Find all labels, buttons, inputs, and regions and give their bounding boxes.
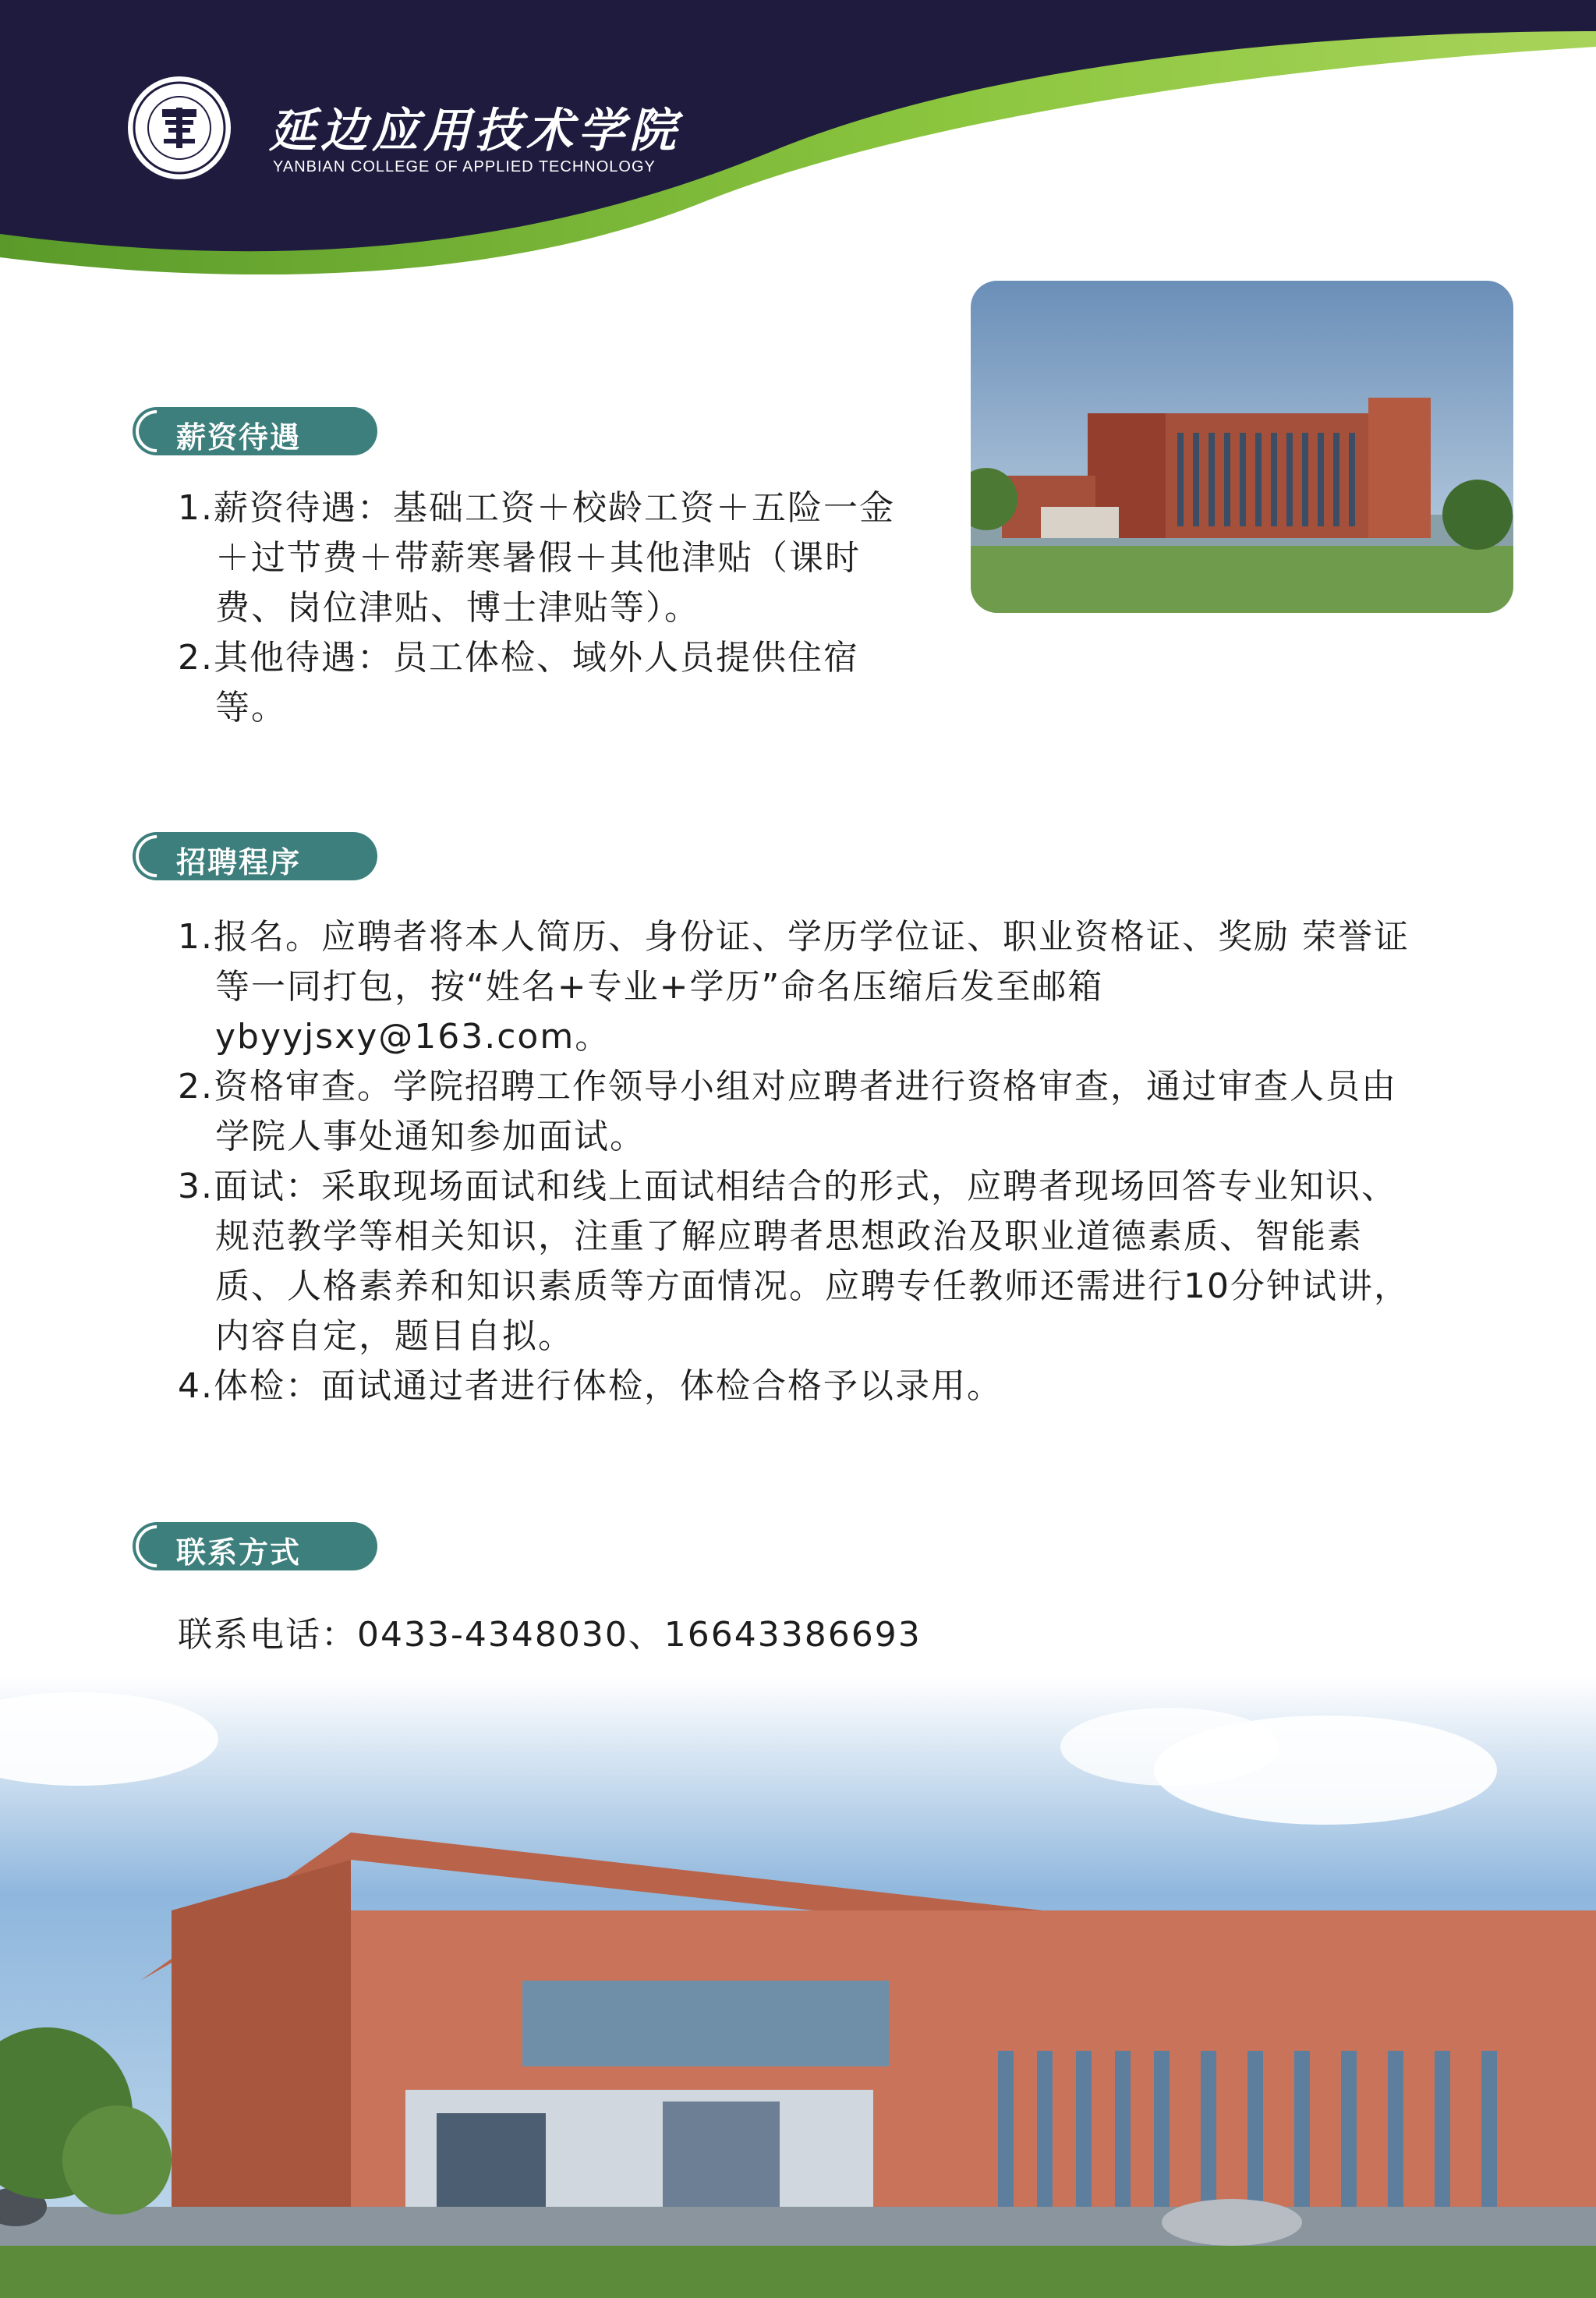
process-item-3: 3.面试：采取现场面试和线上面试相结合的形式，应聘者现场回答专业知识、规范教学等相关知识，注重了解应聘者思想政治及职业道德素质、智能素质、人格素养和知识素质等方面情况。应聘专任教师还需进行10分钟试讲，内容自定，题目自拟。 bbox=[178, 1167, 1410, 1356]
campus-building-photo bbox=[971, 281, 1513, 613]
salary-item-1: 1.薪资待遇：基础工资＋校龄工资＋五险一金＋过节费＋带薪寒暑假＋其他津贴（课时费、岗位津贴、博士津贴等）。 bbox=[178, 488, 895, 628]
process-item-1: 1.报名。应聘者将本人简历、身份证、学历学位证、职业资格证、奖励 荣誉证等一同打包，按“姓名+专业+学历”命名压缩后发至邮箱ybyyjsxy@163.com。 bbox=[178, 917, 1410, 1057]
section-heading-contact bbox=[133, 1522, 377, 1570]
salary-list bbox=[178, 483, 903, 733]
campus-gym-photo bbox=[0, 1677, 1596, 2298]
process-item-4: 4.体检：面试通过者进行体检，体检合格予以录用。 bbox=[178, 1366, 1003, 1406]
section-heading-salary-label: 薪资待遇 bbox=[176, 420, 302, 455]
section-heading-salary bbox=[133, 407, 377, 455]
salary-item-2: 2.其他待遇：员工体检、域外人员提供住宿等。 bbox=[178, 638, 859, 728]
contact-phone-line: 联系电话：0433-4348030、16643386693 bbox=[178, 1615, 922, 1655]
process-item-2: 2.资格审查。学院招聘工作领导小组对应聘者进行资格审查，通过审查人员由学院人事处通知参加面试。 bbox=[178, 1067, 1397, 1156]
section-heading-process-label: 招聘程序 bbox=[176, 845, 302, 880]
process-list bbox=[178, 912, 1417, 1411]
college-seal-logo bbox=[125, 73, 234, 182]
school-name-english: YANBIAN COLLEGE OF APPLIED TECHNOLOGY bbox=[273, 158, 656, 175]
school-name-chinese: 延边应用技术学院 bbox=[269, 104, 681, 158]
header-wave-banner bbox=[0, 0, 1596, 328]
section-heading-contact-label: 联系方式 bbox=[176, 1535, 302, 1570]
section-heading-process bbox=[133, 832, 377, 880]
